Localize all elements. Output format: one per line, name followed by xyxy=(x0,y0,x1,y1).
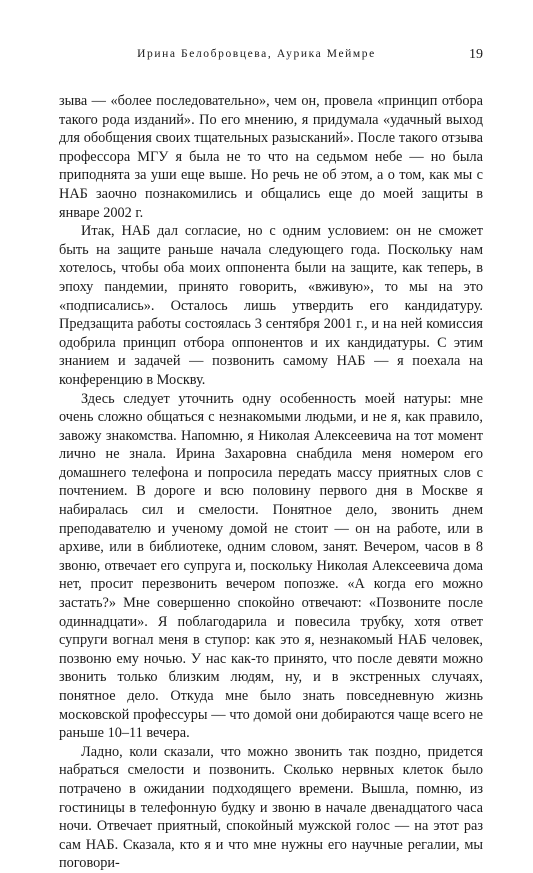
running-header xyxy=(70,48,483,68)
body-text xyxy=(59,92,483,873)
page-number: 19 xyxy=(469,47,483,62)
paragraph: Итак, НАБ дал согласие, но с одним условием: он не сможет быть на защите раньше начала следующего года. Поскольку нам хотелось, чтобы оба моих оппонента были на защите, как теперь, в эпоху пандемии, принято говорить, «вживую», то мы на это «подписались». Осталось лишь утвердить его кандидатуру. Предзащита работы состоялась 3 сентября 2001 г., и на ней комиссия одобрила принцип отбора оппонентов и их кандидатуры. С этим знанием и задачей — позвонить самому НАБ — я поехала на конференцию в Москву. xyxy=(59,223,483,388)
paragraph: Здесь следует уточнить одну особенность моей натуры: мне очень сложно общаться с незнакомыми людьми, и не я, как правило, завожу знакомства. Напомню, я Николая Алексеевича на тот момент лично не знала. Ирина Захаровна снабдила меня номером его домашнего телефона и попросила передать массу приятных слов с почтением. В дороге и всю половину первого дня в Москве я набиралась сил и смелости. Понятное дело, звонить днем преподавателю и ученому домой не стоит — он на работе, или в архиве, или в библиотеке, одним словом, занят. Вечером, часов в 8 звоню, отвечает его супруга и, поскольку Николая Алексеевича дома нет, просит перезвонить вечером попозже. «А когда его можно застать?» Мне совершенно спокойно отвечают: «Позвоните после одиннадцати». Я поблагодарила и повесила трубку, хотя ответ супруги вогнал меня в ступор: как это я, незнакомый НАБ человек, позвоню ему ночью. У нас как-то принято, что после девяти можно звонить только близким людям, ну, и в экстренных случаях, понятное дело. Откуда мне было знать повседневную жизнь московской профессуры — что домой они добираются чаще всего не раньше 10–11 вечера. xyxy=(59,390,483,742)
paragraph: Ладно, коли сказали, что можно звонить так поздно, придется набраться смелости и позвонить. Сколько нервных клеток было потрачено в ожидании подходящего времени. Вышла, помню, из гостиницы в телефонную будку и звоню в начале двенадцатого часа ночи. Отвечает приятный, спокойный мужской голос — на этот раз сам НАБ. Сказала, кто я и что мне нужны его научные регалии, мы поговори- xyxy=(59,743,483,872)
paragraph-continuation: зыва — «более последовательно», чем он, провела «принцип отбора такого рода изданий». По его мнению, я придумала «удачный выход для обобщения своих тщательных разысканий». После такого отзыва профессора МГУ я была не то что на седьмом небе — но была приподнята за уши еще выше. Но речь не об этом, а о том, как мы с НАБ заочно познакомились и общались еще до моей защиты в январе 2002 г. xyxy=(59,93,483,221)
running-header-authors: Ирина Белобровцева, Аурика Меймре xyxy=(137,48,376,60)
